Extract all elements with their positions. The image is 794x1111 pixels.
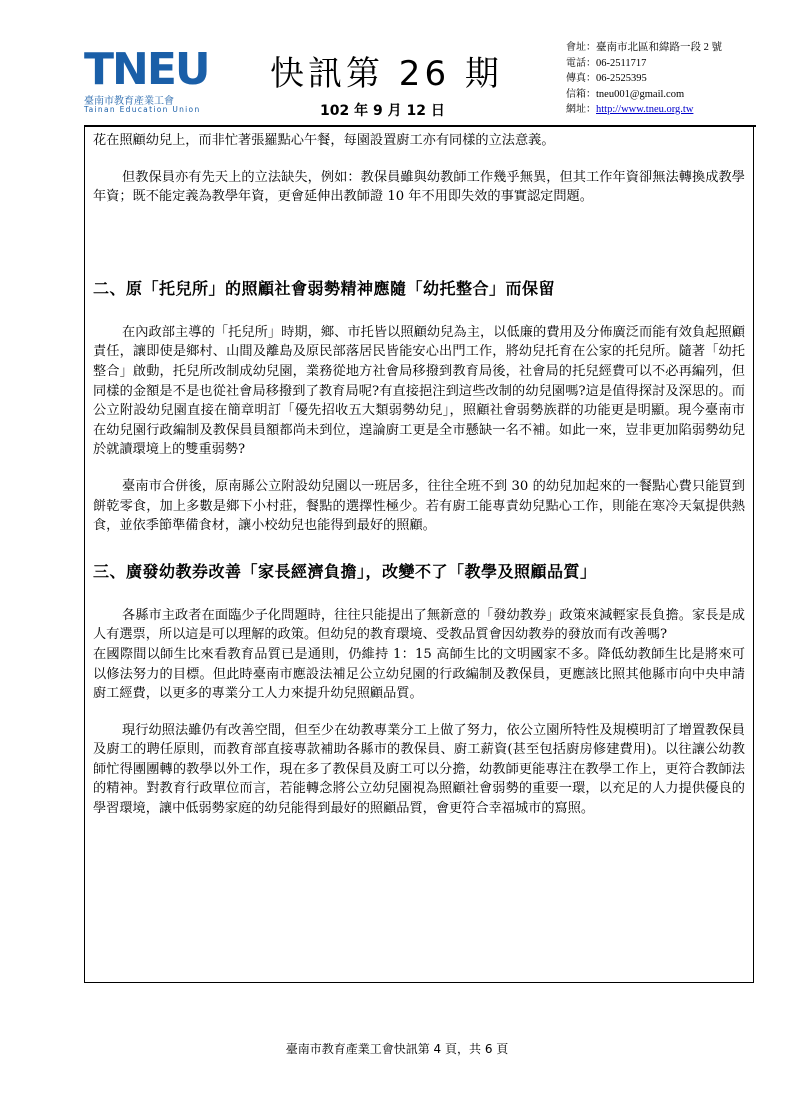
- web-line: [566, 102, 722, 118]
- newsletter-header: [84, 38, 756, 130]
- paragraph: 各縣市主政者在面臨少子化問題時，往往只能提出了無新意的「發幼教券」政策來減輕家長負擔。家長是成人有選票，所以這是可以理解的政策。但幼兒的教育環境、受教品質會因幼教券的發放而有改善嗎?: [93, 607, 745, 643]
- phone-line: [566, 56, 722, 72]
- issue-date: 102 年 9 月 12 日: [320, 103, 445, 119]
- section-heading-3: 三、廣發幼教券改善「家長經濟負擔」，改變不了「教學及照顧品質」: [93, 561, 597, 581]
- phone-label: 電話：: [566, 57, 596, 69]
- paragraph: 在國際間以師生比來看教育品質已是通則，仍維持 1：15 高師生比的文明國家不多。降低幼教師生比是將來可以修法努力的目標。但此時臺南市應設法補足公立幼兒園的行政編制及教保員，更應該比照其他縣市向中央申請廚工經費，以更多的專業分工人力來提升幼兒照顧品質。: [93, 646, 745, 702]
- email-line: [566, 87, 722, 103]
- fax-line: [566, 71, 722, 87]
- paragraph: 現行幼照法雖仍有改善空間，但至少在幼教專業分工上做了努力，依公立園所特性及規模明訂了增置教保員及廚工的聘任原則，而教育部直接專款補助各縣市的教保員、廚工薪資(甚至包括廚房修建費用)。以往讓公幼教師忙得團團轉的教學以外工作，現在多了教保員及廚工可以分擔，幼教師更能專注在教學工作上，更符合教師法的精神。對教育行政單位而言，若能轉念將公立幼兒園視為照顧社會弱勢的重要一環，以充足的人力提供優良的學習環境，讓中低弱勢家庭的幼兒能得到最好的照顧品質，會更符合幸福城市的寫照。: [93, 722, 745, 817]
- section-heading-2: 二、原「托兒所」的照顧社會弱勢精神應隨「幼托整合」而保留: [93, 278, 556, 298]
- address-line: [566, 40, 722, 56]
- logo-subtitle: 臺南市教育產業工會: [84, 96, 174, 107]
- fax-label: 傳真：: [566, 73, 596, 84]
- paragraph: 但教保員亦有先天上的立法缺失，例如：教保員雖與幼教師工作幾乎無異，但其工作年資卻無法轉換成教學年資；既不能定義為教學年資，更會延伸出教師證 10 年不用即失效的事實認定問題。: [93, 169, 745, 205]
- article-body: [84, 127, 754, 983]
- address-value: 臺南市北區和緯路一段 2 號: [596, 42, 722, 53]
- logo-text: TNEU: [84, 44, 209, 95]
- address-label: 會址：: [566, 42, 596, 53]
- website-link[interactable]: http://www.tneu.org.tw: [596, 104, 694, 115]
- email-label: 信箱：: [566, 88, 596, 100]
- paragraph: 臺南市合併後，原南縣公立附設幼兒園以一班居多，往往全班不到 30 的幼兒加起來的一餐點心費只能買到餅乾零食，加上多數是鄉下小村莊，餐點的選擇性極少。若有廚工能專責幼兒點心工作，則能在寒冷天氣提供熱食，並依季節準備食材，讓小校幼兒也能得到最好的照顧。: [93, 478, 745, 534]
- paragraph: 花在照顧幼兒上，而非忙著張羅點心午餐，每園設置廚工亦有同樣的立法意義。: [93, 133, 555, 148]
- phone-value: 06-2511717: [596, 57, 647, 69]
- email-value: tneu001@gmail.com: [596, 88, 685, 100]
- web-label: 網址：: [566, 104, 596, 115]
- paragraph: 在內政部主導的「托兒所」時期，鄉、市托皆以照顧幼兒為主，以低廉的費用及分佈廣泛而能有效負起照顧責任，讓即使是鄉村、山間及離島及原民部落居民皆能安心出門工作，將幼兒托育在公家的托兒所。隨著「幼托整合」啟動，托兒所改制成幼兒園，業務從地方社會局移撥到教育局後，社會局的托兒經費可以不必再編列，但同樣的金額是不是也從社會局移撥到了教育局呢?有直接挹注到這些改制的幼兒園嗎?這是值得探討及深思的。而公立附設幼兒園直接在簡章明訂「優先招收五大類弱勢幼兒」，照顧社會弱勢族群的功能更是明顯。現今臺南市在幼兒園行政編制及教保員員額都尚未到位，遑論廚工更是全市懸缺一名不補。如此一來，豈非更加陷弱勢幼兒於就讀環境上的雙重弱勢?: [93, 324, 745, 458]
- page-footer: 臺南市教育產業工會快訊第 4 頁，共 6 頁: [285, 1042, 509, 1056]
- contact-block: [566, 40, 722, 118]
- logo-english: Tainan Education Union: [84, 105, 201, 114]
- fax-value: 06-2525395: [596, 73, 647, 84]
- issue-title: 快訊第 26 期: [270, 54, 503, 94]
- tneu-logo: [84, 44, 266, 114]
